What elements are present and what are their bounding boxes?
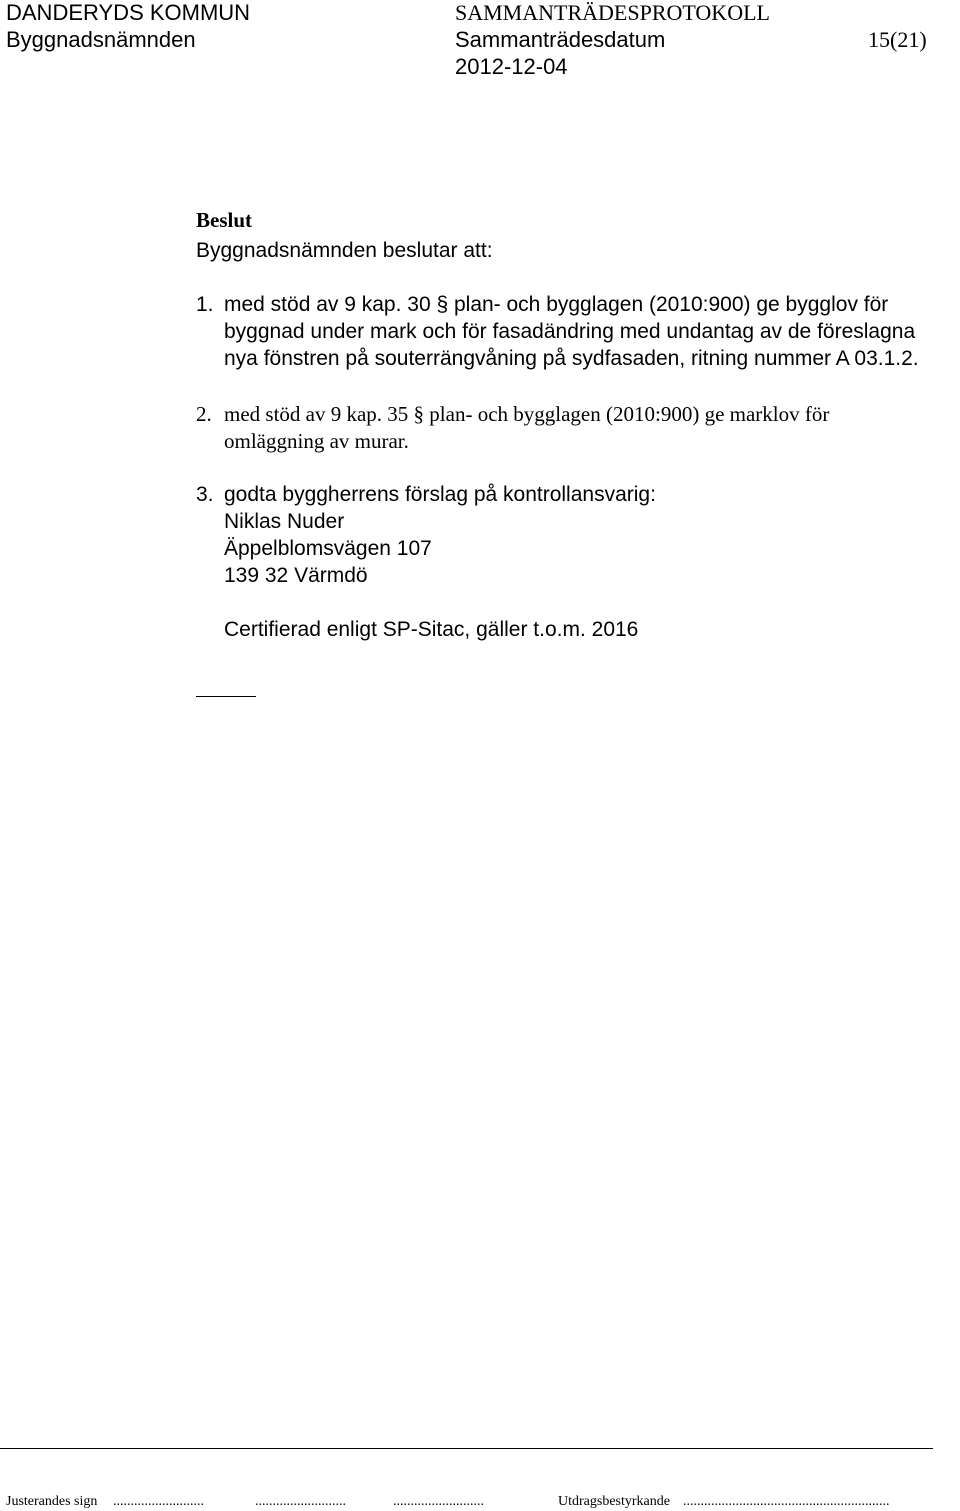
section-end-rule	[196, 696, 256, 697]
sign-field-3: ..........................	[393, 1494, 484, 1509]
decision-intro: Byggnadsnämnden beslutar att:	[196, 239, 493, 262]
item-line: nya fönstren på souterrängvåning på sydfasaden, ritning nummer A 03.1.2.	[224, 347, 919, 370]
meeting-date: 2012-12-04	[455, 54, 568, 79]
item-number: 2.	[196, 402, 212, 426]
item-line: byggnad under mark och för fasadändring med undantag av de föreslagna	[224, 320, 916, 343]
item-text	[224, 292, 934, 373]
date-label: Sammanträdesdatum	[455, 27, 666, 52]
item-line: med stöd av 9 kap. 35 § plan- och bygglagen (2010:900) ge marklov för	[224, 402, 830, 426]
footer-divider	[0, 1448, 933, 1449]
item-number: 1.	[196, 293, 214, 316]
item-line: Äppelblomsvägen 107	[224, 537, 432, 560]
item-line: godta byggherrens förslag på kontrollansvarig:	[224, 483, 656, 506]
org-name: DANDERYDS KOMMUN	[6, 0, 251, 25]
section-heading: Beslut	[196, 208, 253, 232]
sign-label: Justerandes sign	[6, 1494, 98, 1509]
item-line: omläggning av murar.	[224, 429, 409, 453]
committee-name: Byggnadsnämnden	[6, 27, 196, 52]
item-text	[224, 401, 934, 455]
certification-note: Certifierad enligt SP-Sitac, gäller t.o.m. 2016	[224, 618, 639, 641]
item-number: 3.	[196, 483, 214, 506]
item-line: Niklas Nuder	[224, 510, 345, 533]
item-line: 139 32 Värmdö	[224, 564, 368, 587]
page-number: 15(21)	[868, 27, 927, 52]
extract-field: ...........................................................	[683, 1494, 890, 1509]
sign-field-1: ..........................	[113, 1494, 204, 1509]
item-text	[224, 482, 934, 590]
document-type: SAMMANTRÄDESPROTOKOLL	[455, 0, 770, 25]
extract-label: Utdragsbestyrkande	[558, 1494, 670, 1509]
item-line: med stöd av 9 kap. 30 § plan- och bygglagen (2010:900) ge bygglov för	[224, 293, 889, 316]
sign-field-2: ..........................	[255, 1494, 346, 1509]
